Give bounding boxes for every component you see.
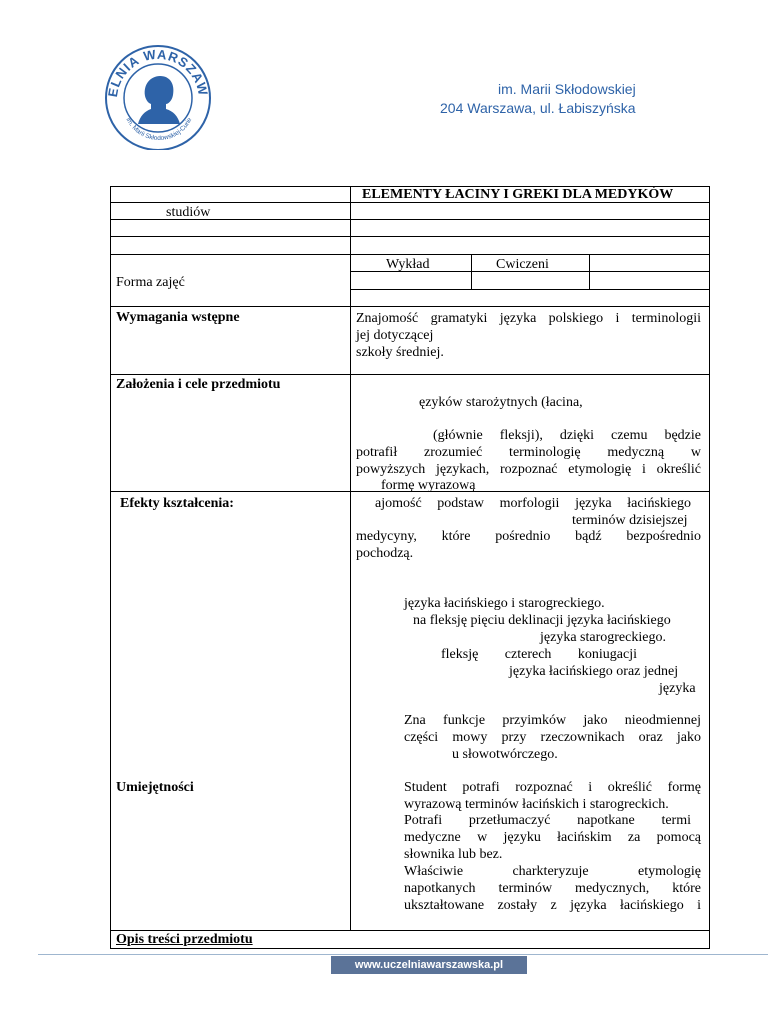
goals-line: powyższych językach, rozpoznać etymologię i określić — [356, 462, 701, 477]
outcomes-line: języka łacińskiego i starogreckiego. — [404, 596, 605, 611]
goals-line: formę wyrazową — [381, 478, 476, 493]
skills-line: napotkanych terminów medycznych, które — [404, 881, 701, 896]
portrait-icon — [138, 76, 180, 124]
skills-line: Student potrafi rozpoznać i określić formę — [404, 780, 701, 795]
prerequisites-label: Wymagania wstępne — [116, 310, 240, 325]
outcomes-line: u słowotwórczego. — [452, 747, 558, 762]
outcomes-line: fleksję czterech koniugacji — [441, 647, 637, 662]
goals-label: Założenia i cele przedmiotu — [116, 377, 281, 392]
footer-divider — [38, 954, 768, 955]
outcomes-line: części mowy przy rzeczownikach oraz jako — [404, 730, 701, 745]
outcomes-line: języka — [659, 681, 696, 696]
university-logo — [103, 38, 213, 150]
logo-ring-top: ELNIA WARSZAW — [104, 46, 212, 99]
address-line-1: im. Marii Skłodowskiej — [498, 81, 636, 97]
goals-line: potrafił zrozumieć terminologię medyczną w — [356, 445, 701, 460]
address-line-2: 204 Warszawa, ul. Łabiszyńska — [440, 100, 636, 116]
prerequisites-line: jej dotyczącej — [356, 328, 434, 343]
goals-line: ęzyków starożytnych (łacina, — [419, 395, 583, 410]
outcomes-line: języka starogreckiego. — [540, 630, 666, 645]
skills-line: słownika lub bez. — [404, 847, 503, 862]
course-title: ELEMENTY ŁACINY I GREKI DLA MEDYKÓW — [362, 187, 674, 202]
outcomes-label: Efekty kształcenia: — [120, 496, 234, 511]
exercises-label: Cwiczeni — [496, 257, 549, 272]
outcomes-line: medycyny, które pośrednio bądź bezpośrednio — [356, 529, 701, 544]
skills-line: Właściwie charkteryzuje etymologię — [404, 864, 701, 879]
skills-line: Potrafi przetłumaczyć napotkane termi — [404, 813, 691, 828]
outcomes-line: Zna funkcje przyimków jako nieodmiennej — [404, 713, 701, 728]
form-label: Forma zajęć — [116, 275, 185, 290]
outcomes-line: na fleksję pięciu deklinacji języka łacińskiego — [413, 613, 671, 628]
studies-label: studiów — [166, 205, 211, 220]
skills-line: ukształtowane zostały z języka łacińskiego i — [404, 898, 701, 913]
outcomes-line: terminów dzisiejszej — [572, 513, 688, 528]
goals-line: (głównie fleksji), dzięki czemu będzie — [433, 428, 701, 443]
address-block — [440, 80, 680, 118]
prerequisites-line: szkoły średniej. — [356, 345, 444, 360]
syllabus-table — [110, 186, 710, 949]
skills-label: Umiejętności — [116, 780, 194, 795]
outcomes-line: pochodzą. — [356, 546, 414, 561]
lecture-label: Wykład — [386, 257, 430, 272]
skills-line: medyczne w języku łacińskim za pomocą — [404, 830, 701, 845]
footer-url[interactable]: www.uczelniawarszawska.pl — [331, 956, 527, 974]
skills-line: wyrazową terminów łacińskich i starogreckich. — [404, 797, 669, 812]
outcomes-line: ajomość podstaw morfologii języka łacińskiego — [375, 496, 691, 511]
outcomes-line: języka łacińskiego oraz jednej — [509, 664, 679, 679]
prerequisites-line: Znajomość gramatyki języka polskiego i terminologii — [356, 311, 701, 326]
logo-ring-bottom: im. Marii Skłodowskiej-Curie — [124, 116, 194, 142]
content-label: Opis treści przedmiotu — [116, 932, 253, 947]
